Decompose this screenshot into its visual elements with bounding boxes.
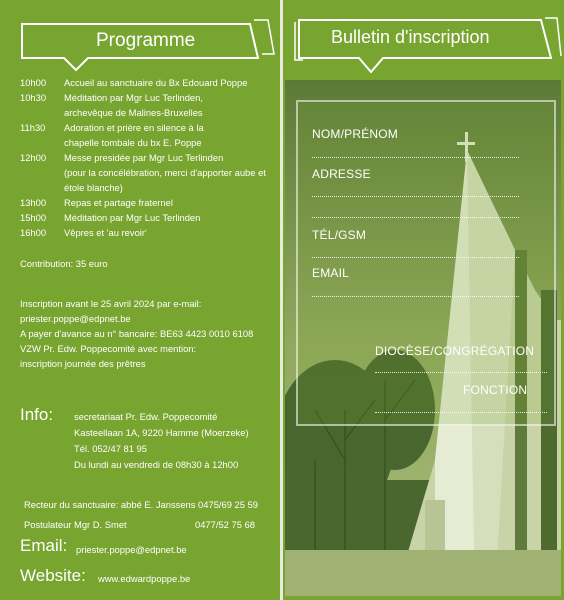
schedule-time: 13h00 <box>20 197 47 208</box>
website-link[interactable]: www.edwardpoppe.be <box>98 573 191 584</box>
website-label: Website: <box>20 566 86 585</box>
inscription-line: A payer d'avance au n° bancaire: BE63 4423 0010 6108 <box>20 328 254 339</box>
bulletin-title: Bulletin d'inscription <box>331 27 490 47</box>
contribution-text: Contribution: 35 euro <box>20 258 108 269</box>
form-frame <box>296 100 556 426</box>
schedule-description: Adoration et prière en silence à la <box>64 122 204 133</box>
diocese-field[interactable] <box>375 372 547 373</box>
address-field-2[interactable] <box>312 217 519 218</box>
name-field[interactable] <box>312 157 519 158</box>
programme-panel <box>0 0 280 600</box>
schedule-description: (pour la concélébration, merci d'apporter aube et <box>64 167 266 178</box>
schedule-time: 12h00 <box>20 152 47 163</box>
email-link[interactable]: priester.poppe@edpnet.be <box>76 544 187 555</box>
inscription-line: inscription journée des prêtres <box>20 358 146 369</box>
info-line: Du lundi au vendredi de 08h30 à 12h00 <box>74 459 239 470</box>
email-field[interactable] <box>312 296 519 297</box>
schedule-description: Méditation par Mgr Luc Terlinden, <box>64 92 203 103</box>
info-label: Info: <box>20 405 54 424</box>
schedule-time: 10h30 <box>20 92 47 103</box>
email-label: Email: <box>20 536 68 555</box>
name-label: NOM/PRÉNOM <box>312 127 398 141</box>
recteur-text: Recteur du sanctuaire: abbé E. Janssens 0475/69 25 59 <box>24 499 259 510</box>
phone-label: TÉL/GSM <box>312 228 367 242</box>
function-label: FONCTION <box>463 383 528 397</box>
schedule-time: 16h00 <box>20 227 47 238</box>
schedule-description: Accueil au sanctuaire du Bx Edouard Poppe <box>64 77 248 88</box>
email-field-label: EMAIL <box>312 266 350 280</box>
postulateur-phone: 0477/52 75 68 <box>195 519 255 530</box>
inscription-line: Inscription avant le 25 avril 2024 par e-mail: <box>20 298 202 309</box>
bulletin-banner <box>293 16 563 82</box>
schedule-description: étole blanche) <box>64 182 123 193</box>
schedule-time: 10h00 <box>20 77 47 88</box>
info-line: Tél. 052/47 81 95 <box>74 443 147 454</box>
inscription-email[interactable]: priester.poppe@edpnet.be <box>20 313 131 324</box>
schedule-description: archevêque de Malines-Bruxelles <box>64 107 203 118</box>
banner-frame-icon <box>293 16 563 82</box>
schedule-description: Vêpres et 'au revoir' <box>64 227 147 238</box>
bulletin-panel <box>283 0 564 600</box>
schedule-description: chapelle tombale du bx E. Poppe <box>64 137 202 148</box>
address-label: ADRESSE <box>312 167 371 181</box>
schedule-description: Repas et partage fraternel <box>64 197 173 208</box>
phone-field[interactable] <box>312 257 519 258</box>
diocese-label: DIOCÈSE/CONGRÉGATION <box>375 344 535 358</box>
postulateur-label: Postulateur Mgr D. Smet <box>24 519 127 530</box>
info-line: secretariaat Pr. Edw. Poppecomité <box>74 411 218 422</box>
address-field-1[interactable] <box>312 196 519 197</box>
programme-title: Programme <box>96 30 196 51</box>
inscription-line: VZW Pr. Edw. Poppecomité avec mention: <box>20 343 197 354</box>
schedule-description: Messe presidée par Mgr Luc Terlinden <box>64 152 224 163</box>
info-line: Kasteellaan 1A, 9220 Hamme (Moerzeke) <box>74 427 249 438</box>
schedule-time: 15h00 <box>20 212 47 223</box>
programme-banner <box>18 18 278 78</box>
schedule-time: 11h30 <box>20 122 46 133</box>
function-field[interactable] <box>375 412 547 413</box>
schedule-description: Méditation par Mgr Luc Terlinden <box>64 212 201 223</box>
